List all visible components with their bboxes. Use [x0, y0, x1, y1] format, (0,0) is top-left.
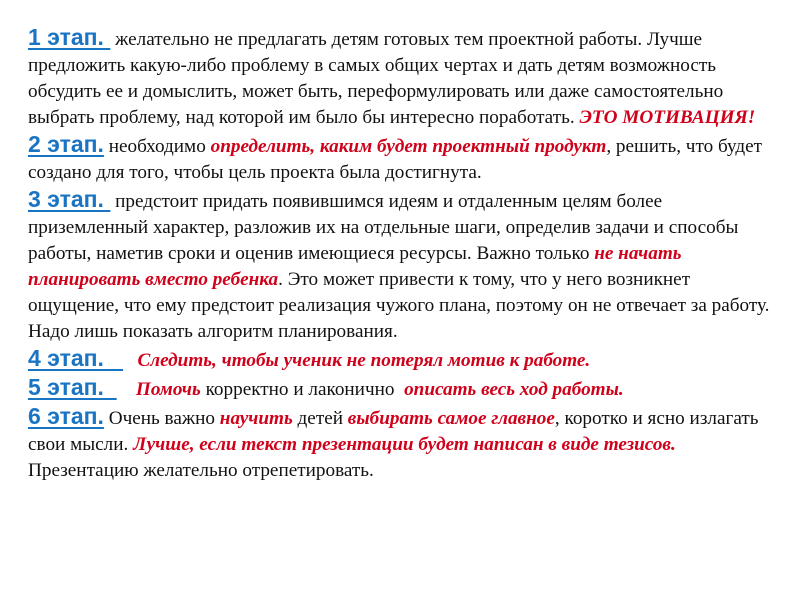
- stage-2-emphasis: определить, каким будет проектный продукт: [210, 136, 607, 157]
- stage-3-emphasis: не начать планировать вместо ребенка: [28, 243, 682, 290]
- stage-5-spacer: [117, 379, 136, 400]
- stage-5: [28, 374, 780, 403]
- stage-5-heading: 5 этап.: [28, 374, 117, 400]
- stage-1-emphasis: ЭТО МОТИВАЦИЯ!: [579, 107, 756, 128]
- stage-4-heading: 4 этап.: [28, 345, 124, 371]
- stage-6: [28, 403, 780, 484]
- stage-6-text-d: Презентацию желательно отрепетировать.: [28, 460, 374, 481]
- stage-6-text-b: детей: [292, 408, 348, 429]
- stage-3-text-a: предстоит придать появившимся идеям и отдаленным целям более приземленный характер, разложив их на отдельные шаги, определив задачи и способы работы, наметив сроки и оценив имеющиеся ресурсы. Важно только: [28, 191, 739, 264]
- stage-3-heading: 3 этап.: [28, 186, 111, 212]
- stage-6-heading: 6 этап.: [28, 403, 104, 429]
- stages-text: [28, 24, 780, 484]
- stage-6-emphasis-b: выбирать самое главное: [347, 408, 555, 429]
- stage-1: [28, 24, 780, 131]
- stage-6-text-c: , коротко и ясно излагать свои мысли.: [28, 408, 759, 455]
- stage-4: [28, 345, 780, 374]
- stage-1-text: желательно не предлагать детям готовых тем проектной работы. Лучше предложить какую-либо проблему в самых общих чертах и дать детям возможность обсудить ее и домыслить, может быть, переформулировать или даже самостоятельно выбрать проблему, над которой им было бы интересно поработать.: [28, 29, 724, 128]
- stage-6-emphasis-c: Лучше, если текст презентации будет написан в виде тезисов.: [133, 434, 676, 455]
- stage-6-emphasis-a: научить: [219, 408, 293, 429]
- stage-5-text: корректно и лаконично: [200, 379, 405, 400]
- stage-2: [28, 131, 780, 186]
- stage-6-text-a: Очень важно: [103, 408, 220, 429]
- stage-5-emphasis-a: Помочь: [135, 379, 201, 400]
- stage-3-text-b: . Это может привести к тому, что у него возникнет ощущение, что ему предстоит реализация чужого плана, поэтому он не отвечает за работу. Надо лишь показать алгоритм планирования.: [28, 269, 770, 342]
- stage-1-heading: 1 этап.: [28, 24, 111, 50]
- stage-2-text-a: необходимо: [103, 136, 211, 157]
- stage-2-heading: 2 этап.: [28, 131, 104, 157]
- stage-4-emphasis: Следить, чтобы ученик не потерял мотив к работе.: [137, 350, 591, 371]
- stage-5-emphasis-b: описать весь ход работы.: [404, 379, 624, 400]
- stage-4-text: [123, 350, 137, 371]
- stage-2-text-b: , решить, что будет создано для того, чтобы цель проекта была достигнута.: [28, 136, 763, 183]
- stage-3: [28, 186, 780, 345]
